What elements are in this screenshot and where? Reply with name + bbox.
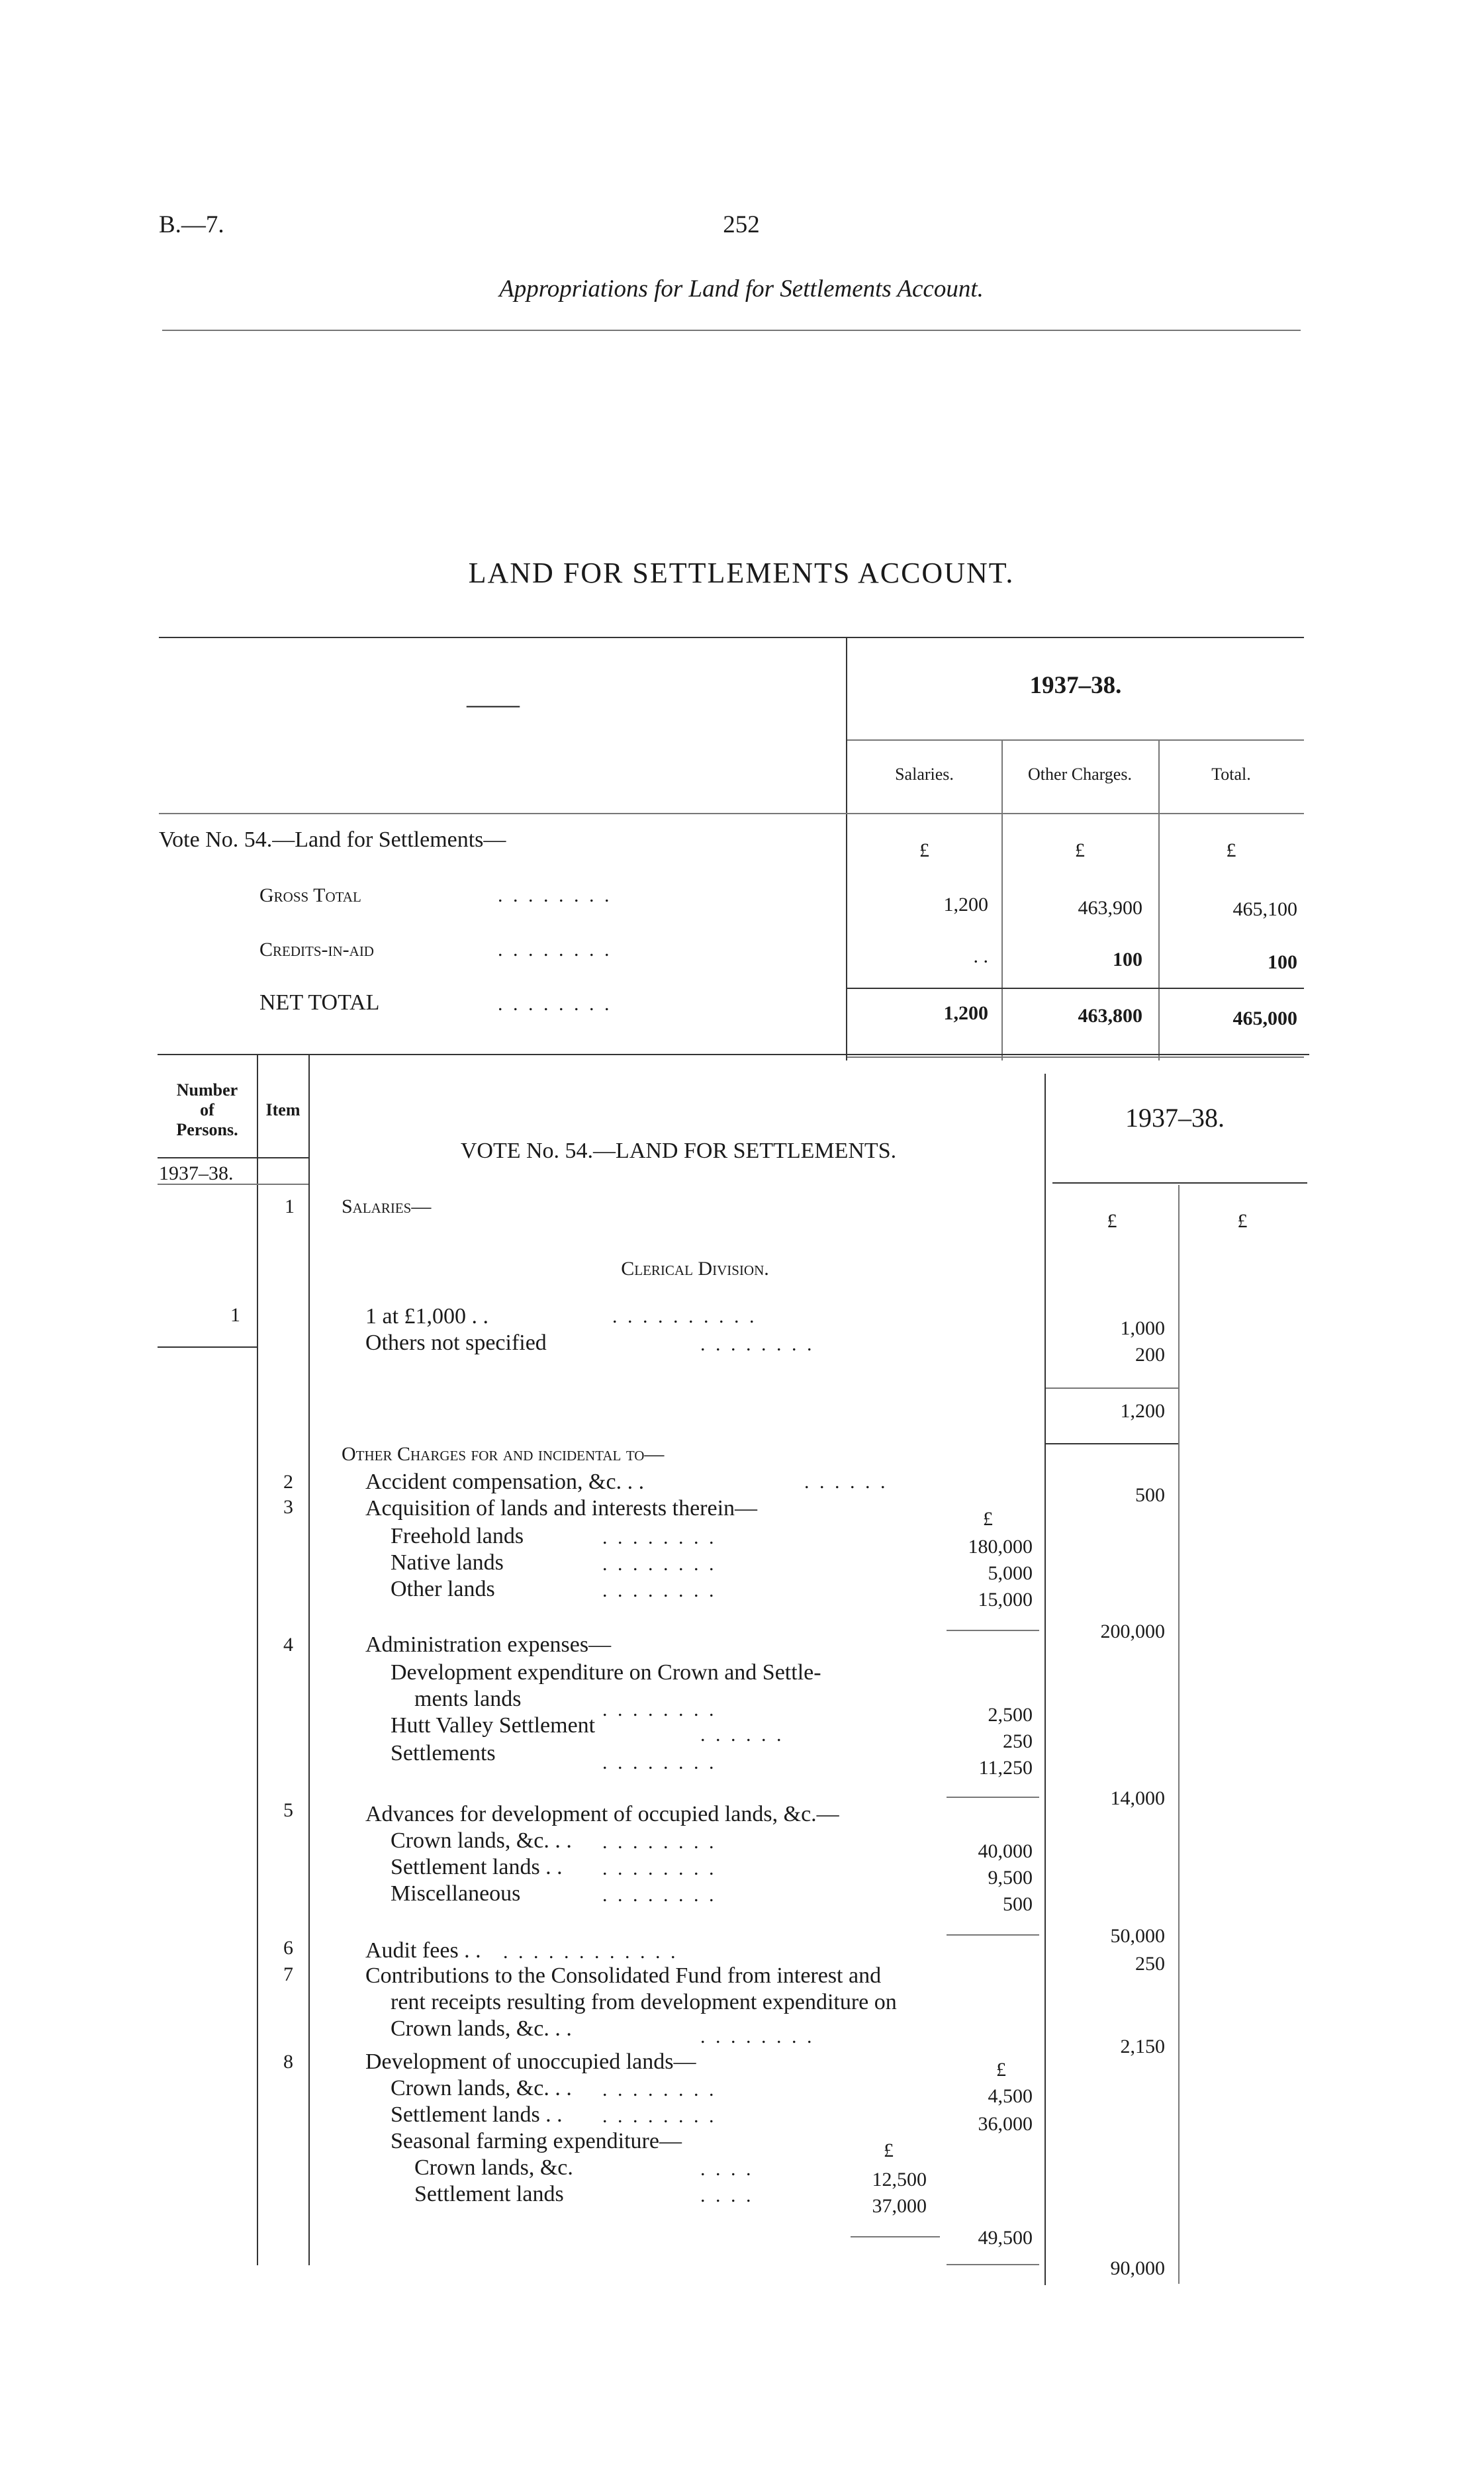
settlements-dots: . . . . . . . .: [602, 1752, 717, 1773]
item-col-divider: [308, 1054, 310, 2265]
credits-in-aid-salaries: . .: [973, 945, 988, 967]
detail-title: VOTE No. 54.—LAND FOR SETTLEMENTS.: [460, 1139, 897, 1163]
item-number-3: 3: [283, 1496, 293, 1518]
page-number: 252: [723, 211, 760, 238]
accident-compensation: Accident compensation, &c. . .: [365, 1470, 645, 1494]
seasonal-crown-lands-dots: . . . .: [700, 2158, 754, 2180]
unoccupied-settlement-lands-dots: . . . . . . . .: [602, 2105, 717, 2127]
net-total-salaries: 1,200: [943, 1002, 988, 1024]
persons-col-divider: [257, 1054, 258, 2265]
native-lands: Native lands: [391, 1550, 504, 1575]
persons-rule: [158, 1346, 257, 1348]
salaries-subtotal-rule-bottom: [1046, 1443, 1178, 1444]
page-ref: B.—7.: [159, 211, 224, 238]
audit-fees: Audit fees . .: [365, 1938, 481, 1963]
amount-col-divider: [1044, 1074, 1046, 2285]
gross-total-label: Gross Total: [259, 884, 361, 906]
page-subtitle: Appropriations for Land for Settlements Account.: [499, 275, 984, 303]
header-rule: [162, 330, 1301, 331]
hutt-valley-amount: 250: [1003, 1730, 1033, 1752]
item-number-6: 6: [283, 1937, 293, 1959]
others-not-specified-amount: 200: [1135, 1344, 1165, 1366]
summary-blank-dash: ——: [467, 689, 520, 719]
net-total-other: 463,800: [1078, 1005, 1142, 1027]
others-not-specified-dots: . . . . . . . .: [700, 1333, 815, 1355]
development-subtotal-rule: [947, 2264, 1039, 2265]
hutt-valley-dots: . . . . . .: [700, 1724, 784, 1746]
detail-year-rule: [1052, 1182, 1307, 1184]
development-expenditure-line-2: ments lands: [414, 1687, 522, 1711]
item-number-1: 1: [285, 1196, 295, 1217]
col-total-header: Total.: [1211, 765, 1251, 784]
summary-top-rule: [159, 637, 1304, 638]
persons-header-line-2: of: [200, 1100, 214, 1119]
detail-top-rule: [158, 1054, 1309, 1055]
development-unoccupied: Development of unoccupied lands—: [365, 2049, 696, 2074]
acquisition-total: 200,000: [1100, 1621, 1165, 1642]
development-expenditure-amount: 2,500: [988, 1704, 1033, 1726]
seasonal-settlement-lands: Settlement lands: [414, 2182, 564, 2206]
salaries-subtotal: 1,200: [1120, 1400, 1165, 1422]
col-salaries-header: Salaries.: [895, 765, 954, 784]
acquisition-currency: £: [983, 1508, 993, 1530]
advances-crown-lands: Crown lands, &c. . .: [391, 1828, 572, 1853]
contributions-dots: . . . . . . . .: [700, 2026, 815, 2047]
contributions-line-1: Contributions to the Consolidated Fund from interest and: [365, 1963, 882, 1988]
other-charges-heading: Other Charges for and incidental to—: [342, 1443, 665, 1465]
item-number-8: 8: [283, 2051, 293, 2073]
advances-settlement-lands-dots: . . . . . . . .: [602, 1857, 717, 1879]
gross-total-salaries: 1,200: [943, 894, 988, 916]
acquisition-subtotal-rule: [947, 1630, 1039, 1631]
persons-header: [159, 1080, 255, 1140]
summary-title: LAND FOR SETTLEMENTS ACCOUNT.: [468, 557, 1015, 589]
persons-header-line-1: Number: [176, 1080, 238, 1100]
settlements-amount: 11,250: [978, 1757, 1033, 1779]
salaries-subtotal-rule-top: [1046, 1387, 1178, 1389]
seasonal-crown-lands-amount: 12,500: [872, 2169, 927, 2190]
line-1-at-1000-amount: 1,000: [1120, 1317, 1165, 1339]
development-unoccupied-total: 90,000: [1110, 2257, 1165, 2279]
summary-header-rule: [159, 813, 1304, 814]
gross-total-other: 463,900: [1078, 897, 1142, 919]
amount-col-divider-2: [1178, 1185, 1180, 2284]
unoccupied-settlement-lands-amount: 36,000: [978, 2113, 1033, 2135]
advances-miscellaneous-amount: 500: [1003, 1893, 1033, 1915]
unoccupied-crown-lands-amount: 4,500: [988, 2085, 1033, 2107]
advances-settlement-lands: Settlement lands . .: [391, 1855, 563, 1879]
freehold-lands: Freehold lands: [391, 1524, 524, 1548]
accident-compensation-dots: . . . . . .: [804, 1471, 888, 1493]
hutt-valley-settlement: Hutt Valley Settlement: [391, 1713, 596, 1738]
col-other-header: Other Charges.: [1028, 765, 1132, 784]
contributions-line-2: rent receipts resulting from development expenditure on: [391, 1990, 897, 2014]
seasonal-subtotal: 49,500: [978, 2227, 1033, 2249]
line-1-at-1000: 1 at £1,000 . .: [365, 1304, 489, 1329]
other-lands-amount: 15,000: [978, 1589, 1033, 1611]
settlements: Settlements: [391, 1741, 496, 1765]
salaries-heading: Salaries—: [342, 1196, 432, 1217]
persons-year: 1937–38.: [159, 1162, 234, 1184]
credits-in-aid-label: Credits-in-aid: [259, 939, 374, 961]
unoccupied-crown-lands-dots: . . . . . . . .: [602, 2079, 717, 2100]
line-1-at-1000-dots: . . . . . . . . . .: [612, 1305, 757, 1327]
administration-expenses: Administration expenses—: [365, 1632, 612, 1657]
administration-subtotal-rule: [947, 1797, 1039, 1798]
currency-other: £: [1075, 839, 1085, 861]
item-number-5: 5: [283, 1799, 293, 1821]
item-header: Item: [265, 1100, 301, 1119]
accident-compensation-amount: 500: [1135, 1484, 1165, 1506]
credits-in-aid-other: 100: [1113, 949, 1142, 970]
summary-vote-label: Vote No. 54.—Land for Settlements—: [159, 827, 506, 852]
detail-currency-1: £: [1107, 1210, 1117, 1232]
other-lands: Other lands: [391, 1577, 495, 1601]
summary-bottom-rule: [847, 1057, 1304, 1058]
advances-miscellaneous-dots: . . . . . . . .: [602, 1884, 717, 1906]
advances-for-development: Advances for development of occupied lands, &c.—: [365, 1802, 839, 1826]
advances-crown-lands-dots: . . . . . . . .: [602, 1831, 717, 1853]
native-lands-amount: 5,000: [988, 1562, 1033, 1584]
unoccupied-settlement-lands: Settlement lands . .: [391, 2102, 563, 2127]
contributions-line-3: Crown lands, &c. . .: [391, 2016, 572, 2041]
administration-total: 14,000: [1110, 1787, 1165, 1809]
seasonal-crown-lands: Crown lands, &c.: [414, 2155, 573, 2180]
gross-total-total: 465,100: [1232, 898, 1297, 920]
contributions-amount: 2,150: [1120, 2036, 1165, 2057]
summary-col-divider-3: [1158, 739, 1160, 1060]
clerical-division-heading: Clerical Division.: [621, 1258, 769, 1280]
seasonal-farming: Seasonal farming expenditure—: [391, 2129, 682, 2153]
persons-header-rule: [158, 1157, 308, 1158]
others-not-specified: Others not specified: [365, 1331, 547, 1355]
detail-currency-2: £: [1237, 1210, 1248, 1232]
development-expenditure-line-1: Development expenditure on Crown and Settle-: [391, 1660, 821, 1685]
net-total-label: NET TOTAL: [259, 990, 380, 1015]
seasonal-settlement-lands-dots: . . . .: [700, 2185, 754, 2206]
native-lands-dots: . . . . . . . .: [602, 1553, 717, 1575]
credits-in-aid-dots: . . . . . . . .: [498, 939, 612, 961]
summary-col-divider-2: [1001, 739, 1003, 1060]
currency-salaries: £: [919, 839, 929, 861]
item-number-7: 7: [283, 1963, 293, 1985]
credits-in-aid-total: 100: [1268, 951, 1297, 973]
development-expenditure-dots: . . . . . . . .: [602, 1699, 717, 1720]
summary-year: 1937–38.: [1029, 672, 1122, 699]
summary-year-rule: [847, 739, 1304, 741]
gross-total-dots: . . . . . . . .: [498, 884, 612, 906]
audit-fees-amount: 250: [1135, 1953, 1165, 1975]
persons-year-rule: [158, 1184, 308, 1185]
currency-total: £: [1226, 839, 1236, 861]
other-lands-dots: . . . . . . . .: [602, 1579, 717, 1601]
item-number-4: 4: [283, 1634, 293, 1656]
advances-crown-lands-amount: 40,000: [978, 1840, 1033, 1862]
persons-count-1: 1: [230, 1304, 240, 1326]
development-unoccupied-currency: £: [996, 2059, 1006, 2081]
seasonal-settlement-lands-amount: 37,000: [872, 2195, 927, 2217]
advances-subtotal-rule: [947, 1934, 1039, 1936]
advances-settlement-lands-amount: 9,500: [988, 1867, 1033, 1889]
persons-header-line-3: Persons.: [176, 1120, 238, 1139]
detail-year: 1937–38.: [1125, 1103, 1225, 1133]
net-total-rule: [847, 988, 1304, 989]
audit-fees-dots: . . . . . . . . . . . .: [503, 1941, 678, 1963]
net-total-dots: . . . . . . . .: [498, 993, 612, 1015]
net-total-total: 465,000: [1232, 1008, 1297, 1029]
freehold-lands-dots: . . . . . . . .: [602, 1527, 717, 1548]
unoccupied-crown-lands: Crown lands, &c. . .: [391, 2076, 572, 2100]
advances-total: 50,000: [1110, 1925, 1165, 1947]
acquisition-of-lands: Acquisition of lands and interests therein—: [365, 1496, 758, 1521]
advances-miscellaneous: Miscellaneous: [391, 1881, 521, 1906]
seasonal-farming-currency: £: [884, 2139, 894, 2161]
item-number-2: 2: [283, 1471, 293, 1493]
freehold-lands-amount: 180,000: [968, 1536, 1033, 1558]
